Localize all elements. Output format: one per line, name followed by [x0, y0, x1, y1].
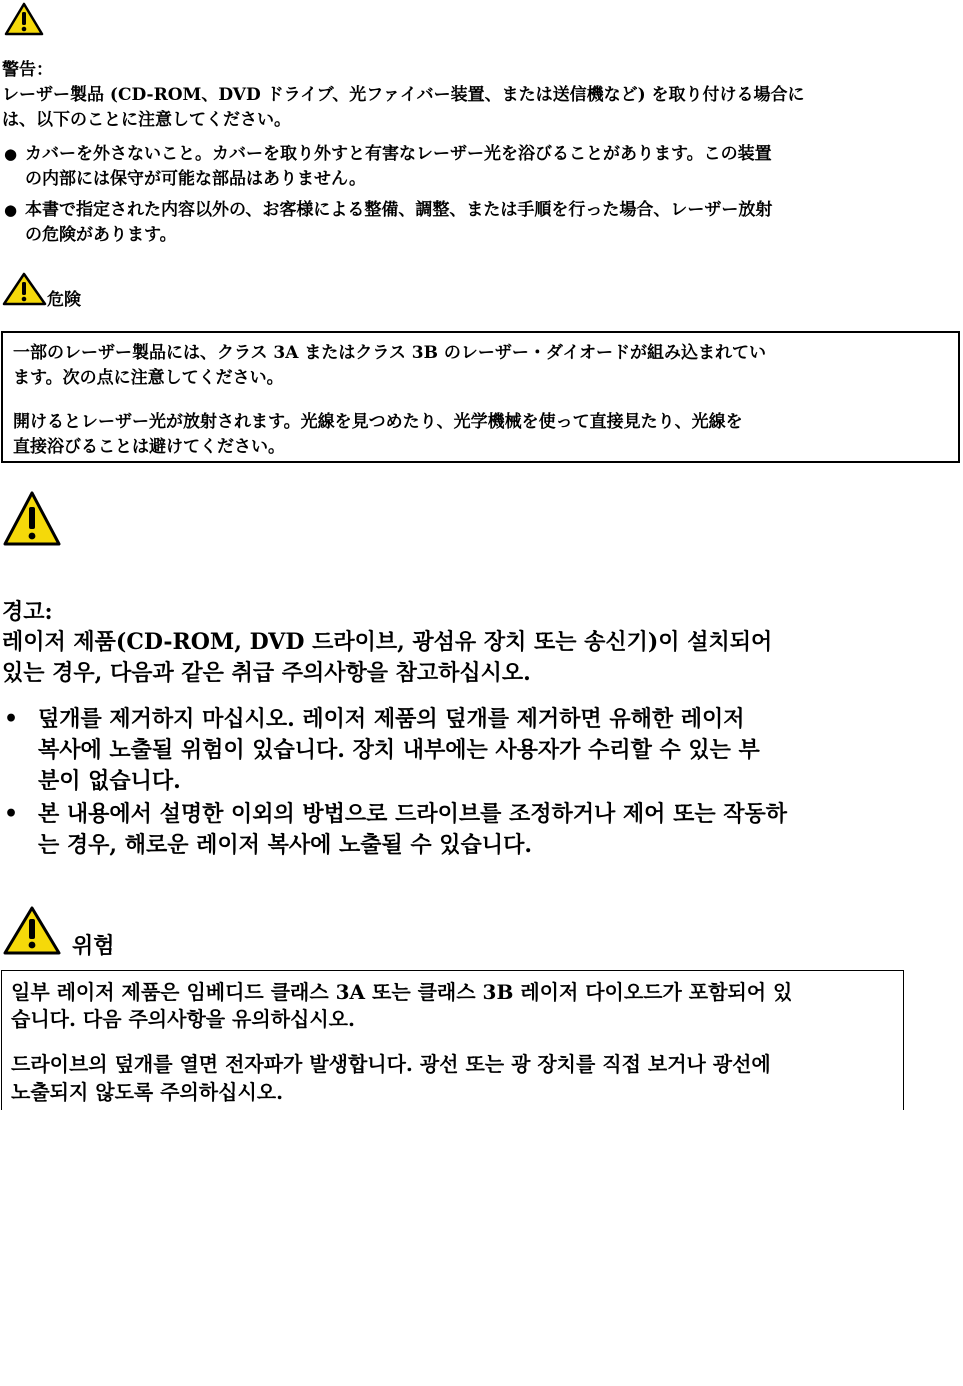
- jp-warning-title: 警告：: [2, 60, 53, 80]
- ko-warning-intro-line2: 있는 경우, 다음과 같은 취급 주의사항을 참고하십시오.: [2, 660, 531, 686]
- danger-triangle-icon: [2, 905, 62, 957]
- jp-bullet1-line2: の内部には保守が可能な部品はありません。: [25, 169, 367, 189]
- jp-box-p1-line1: 一部のレーザー製品には、クラス 3A またはクラス 3B のレーザー・ダイオードが組み込まれてい: [13, 343, 767, 363]
- ko-box-p1-line2: 습니다. 다음 주의사항을 유의하십시오.: [11, 1007, 355, 1031]
- bullet: •: [4, 801, 19, 827]
- jp-bullet2-line2: の危険があります。: [25, 225, 177, 245]
- jp-danger-box: [1, 331, 960, 463]
- jp-warning-intro-line2: は、以下のことに注意してください。: [2, 110, 291, 130]
- jp-bullet1-line1: カバーを外さないこと。カバーを取り外すと有害なレーザー光を浴びることがあります。この装置: [25, 144, 772, 164]
- jp-box-p2-line2: 直接浴びることは避けてください。: [13, 437, 285, 457]
- bullet: ●: [4, 201, 18, 219]
- warning-triangle-icon: [2, 490, 62, 548]
- ko-box-p1-line1: 일부 레이저 제품은 임베디드 클래스 3A 또는 클래스 3B 레이저 다이오드가 포함되어 있: [11, 980, 793, 1004]
- bullet: •: [4, 706, 19, 732]
- ko-danger-label: 위험: [72, 933, 115, 959]
- ko-bullet1-line2: 복사에 노출될 위험이 있습니다. 장치 내부에는 사용자가 수리할 수 있는 부: [38, 737, 760, 763]
- jp-danger-label: 危険: [47, 290, 81, 310]
- ko-bullet1-line1: 덮개를 제거하지 마십시오. 레이저 제품의 덮개를 제거하면 유해한 레이저: [38, 706, 745, 732]
- ko-box-p2-line1: 드라이브의 덮개를 열면 전자파가 발생합니다. 광선 또는 광 장치를 직접 보거나 광선에: [11, 1052, 771, 1076]
- jp-box-p2-line1: 開けるとレーザー光が放射されます。光線を見つめたり、光学機械を使って直接見たり、光線を: [13, 412, 743, 432]
- ko-bullet2-line2: 는 경우, 해로운 레이저 복사에 노출될 수 있습니다.: [38, 832, 532, 858]
- jp-warning-intro-line1: レーザー製品 (CD-ROM、DVD ドライブ、光ファイバー装置、または送信機など) を取り付ける場合に: [2, 85, 805, 105]
- ko-bullet1-line3: 분이 없습니다.: [38, 768, 181, 794]
- ko-box-p2-line2: 노출되지 않도록 주의하십시오.: [11, 1080, 284, 1104]
- ko-danger-box: [1, 970, 904, 1110]
- ko-bullet2-line1: 본 내용에서 설명한 이외의 방법으로 드라이브를 조정하거나 제어 또는 작동하: [38, 801, 787, 827]
- danger-triangle-icon: [2, 272, 48, 306]
- jp-box-p1-line2: ます。次の点に注意してください。: [13, 368, 284, 388]
- ko-warning-title: 경고:: [2, 599, 53, 625]
- jp-bullet2-line1: 本書で指定された内容以外の、お客様による整備、調整、または手順を行った場合、レーザー放射: [25, 200, 773, 220]
- bullet: ●: [4, 145, 18, 163]
- warning-triangle-icon: [4, 2, 44, 36]
- ko-warning-intro-line1: 레이저 제품(CD-ROM, DVD 드라이브, 광섬유 장치 또는 송신기)이 설치되어: [2, 629, 773, 655]
